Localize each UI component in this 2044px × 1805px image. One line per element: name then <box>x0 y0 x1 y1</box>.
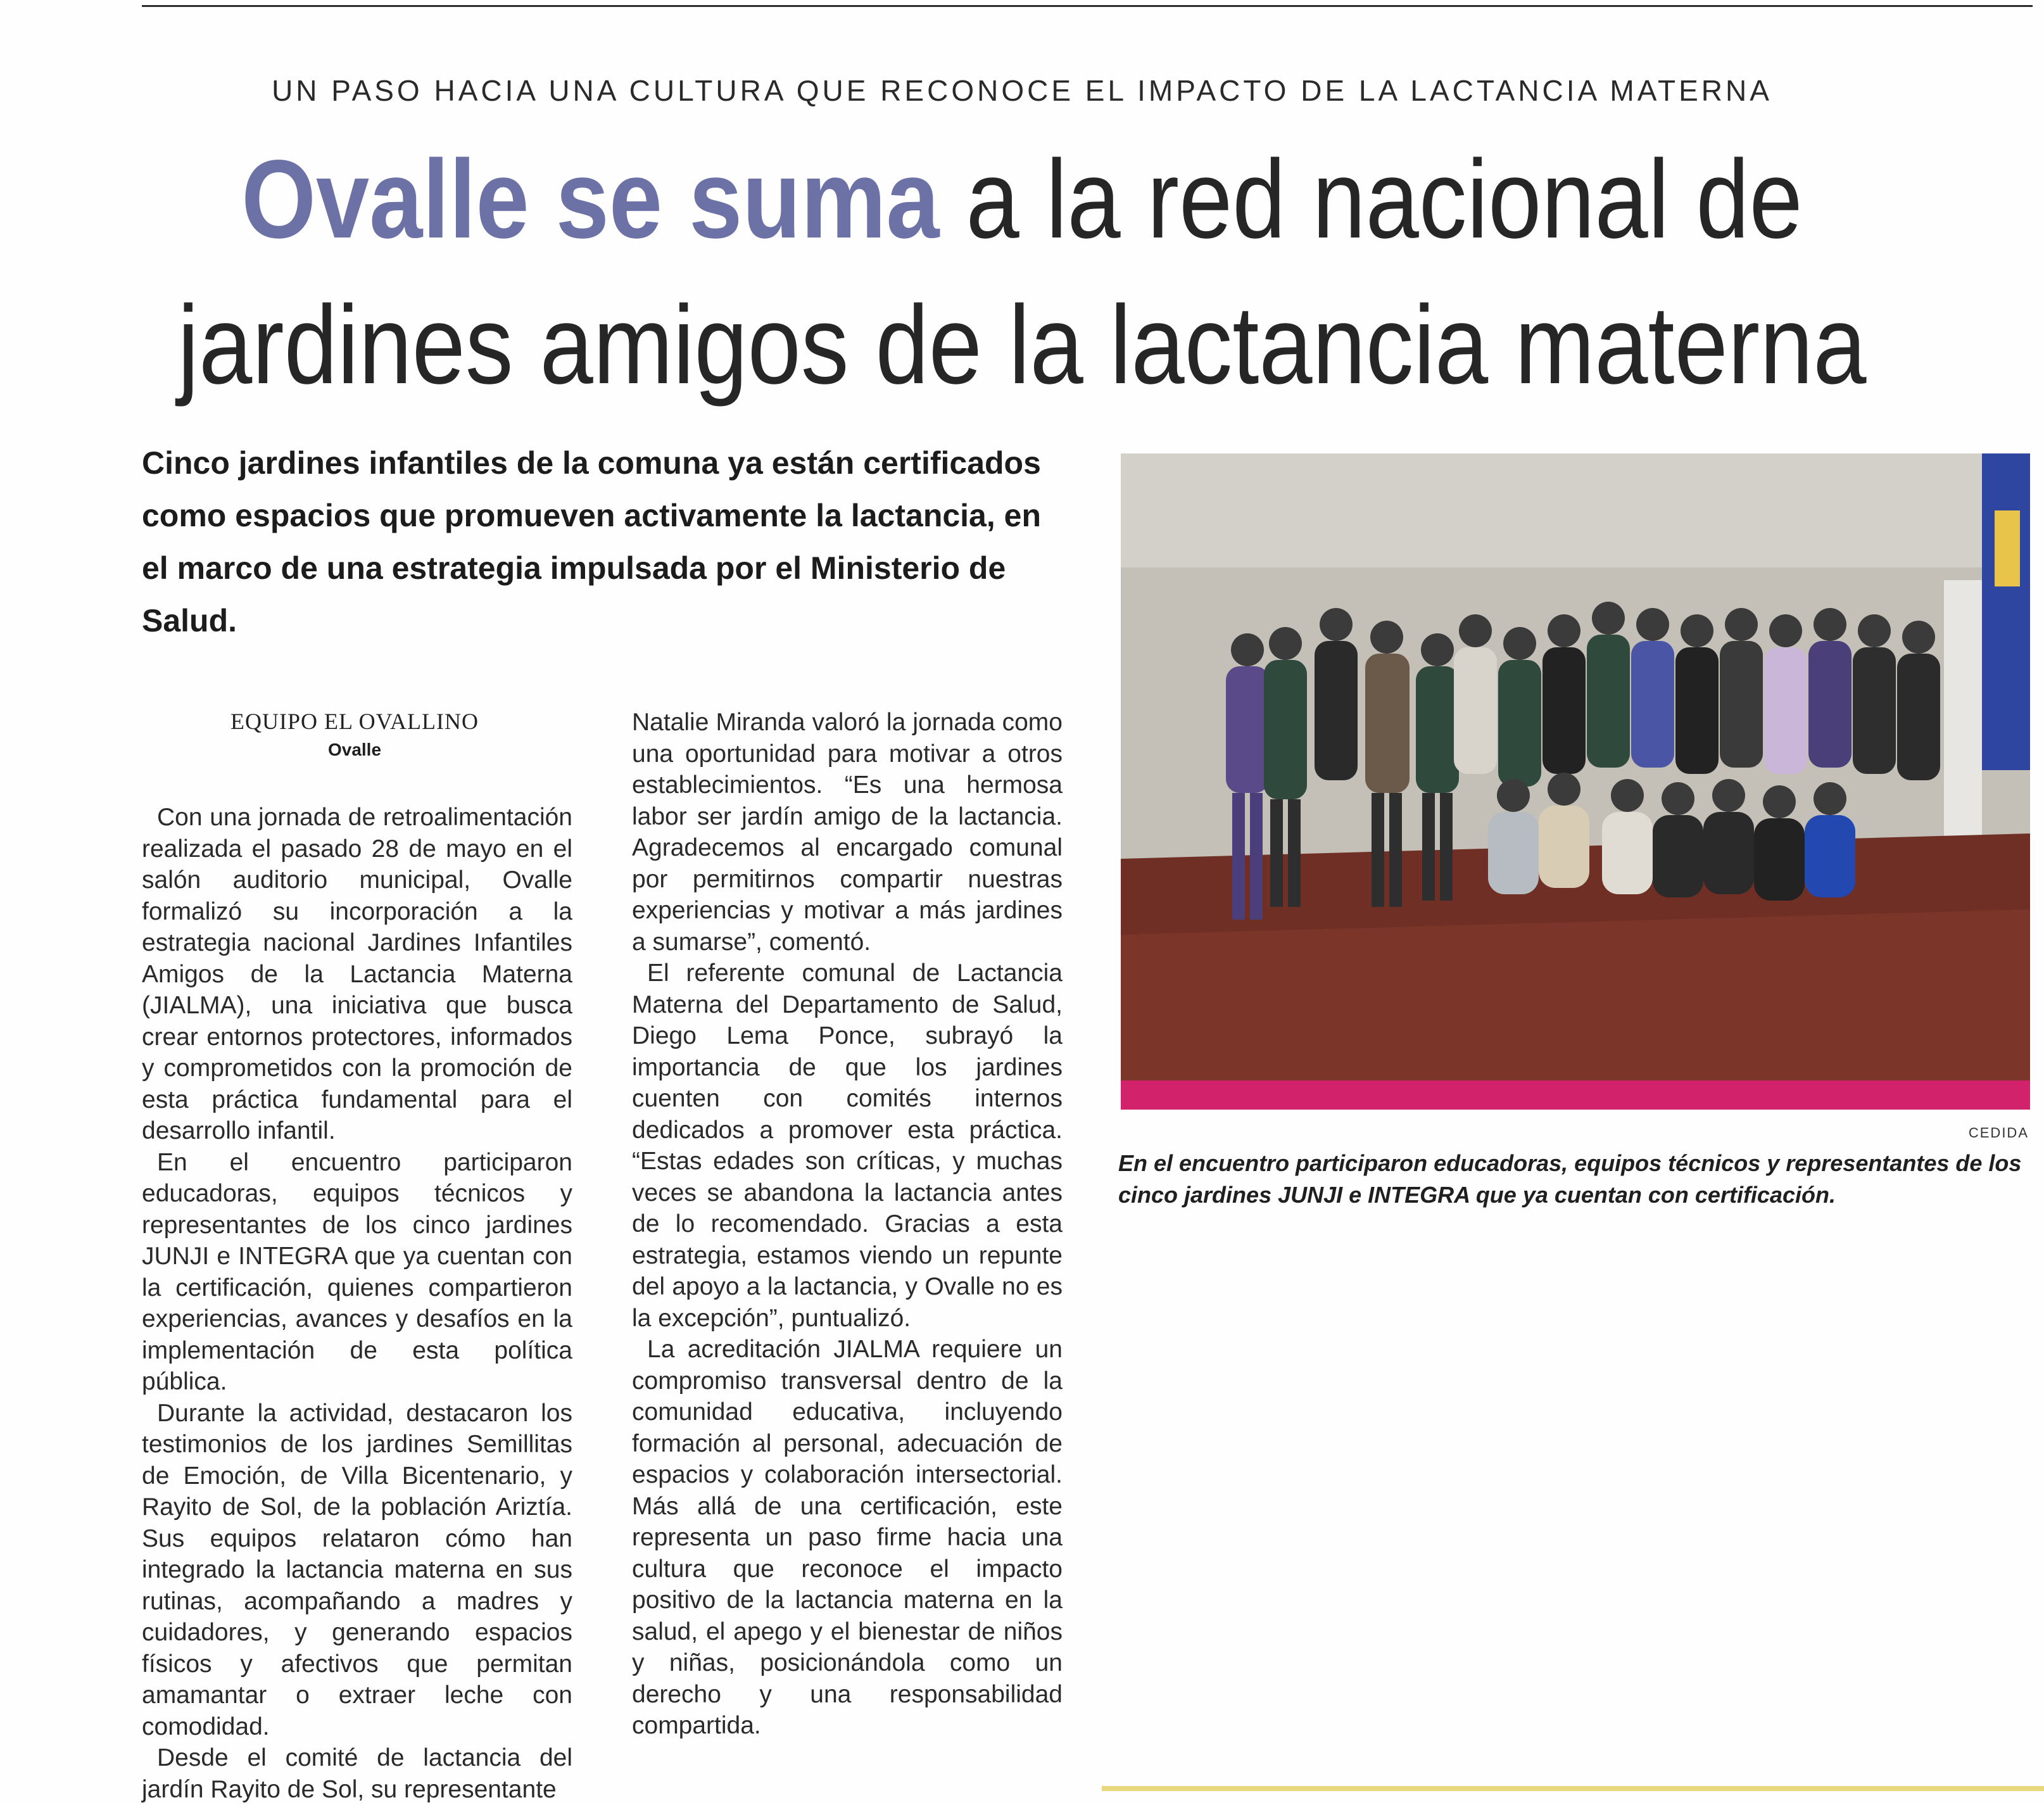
group-photo <box>1121 453 2030 1110</box>
headline-line-2: jardines amigos de la lactancia materna <box>177 283 1867 407</box>
body-column-2 <box>632 707 1063 1742</box>
paragraph: Durante la actividad, destacaron los testimonios de los jardines Semillitas de Emoción, de Villa Bicentenario, y Rayito de Sol, de la población Ariztía. Sus equipos relataron cómo han integrado la lactancia materna en sus rutinas, acompañando a madres y cuidadores, y generando espacios físicos y afectivos que permitan amamantar o extraer leche con comodidad. <box>142 1399 572 1740</box>
kicker: UN PASO HACIA UNA CULTURA QUE RECONOCE EL IMPACTO DE LA LACTANCIA MATERNA <box>272 74 1772 107</box>
top-rule <box>142 5 2033 7</box>
paragraph: Desde el comité de lactancia del jardín Rayito de Sol, su representante <box>142 1744 572 1803</box>
byline-place: Ovalle <box>327 740 382 759</box>
paragraph: La acreditación JIALMA requiere un compromiso transversal dentro de la comunidad educativa, incluyendo formación al personal, adecuación de espacios y colaboración intersectorial. Más allá de una certificación, este representa un paso firme hacia una cultura que reconoce el impacto positivo de la lactancia materna en la salud, el apego y el bienestar de niños y niñas, posicionándola como un derecho y una responsabilidad compartida. <box>632 1336 1063 1739</box>
headline-rest: a la red nacional de <box>939 137 1803 262</box>
photo-credit: CEDIDA <box>1968 1125 2029 1141</box>
byline <box>228 708 481 760</box>
headline-line-1 <box>143 127 1901 272</box>
byline-author: EQUIPO EL OVALLINO <box>230 709 479 734</box>
paragraph: Natalie Miranda valoró la jornada como una oportunidad para motivar a otros establecimientos. “Es una hermosa labor ser jardín amigo de la lactancia. Agradecemos al encargado comunal por permitirnos compartir nuestras experiencias y motivar a más jardines a sumarse”, comentó. <box>632 709 1063 956</box>
group-photo-illustration <box>1121 453 2030 1110</box>
body-column-1 <box>142 802 572 1805</box>
headline-accent: Ovalle se suma <box>241 137 940 262</box>
paragraph: El referente comunal de Lactancia Materna del Departamento de Salud, Diego Lema Ponce, subrayó la importancia de que los jardines cuenten con comités internos dedicados a promover esta práctica. “Estas edades son críticas, y muchas veces se abandona la lactancia antes de lo recomendado. Gracias a esta estrategia, estamos viendo un repunte del apoyo a la lactancia, y Ovalle no es la excepción”, puntualizó. <box>632 960 1063 1332</box>
bottom-strip <box>1102 1786 2044 1791</box>
photo-caption: En el encuentro participaron educadoras, equipos técnicos y representantes de los cinco jardines JUNJI e INTEGRA que ya cuentan con certificación. <box>1118 1150 2022 1208</box>
headline <box>143 127 1901 418</box>
deck: Cinco jardines infantiles de la comuna ya están certificados como espacios que promueven activamente la lactancia, en el marco de una estrategia impulsada por el Ministerio de Salud. <box>142 445 1041 638</box>
paragraph: En el encuentro participaron educadoras, equipos técnicos y representantes de los cinco jardines JUNJI e INTEGRA que ya cuentan con la certificación, quienes compartieron experiencias, avances y desafíos en la implementación de esta política pública. <box>142 1148 572 1395</box>
paragraph: Con una jornada de retroalimentación realizada el pasado 28 de mayo en el salón auditorio municipal, Ovalle formalizó su incorporación a la estrategia nacional Jardines Infantiles Amigos de la Lactancia Materna (JIALMA), una iniciativa que busca crear entornos protectores, informados y comprometidos con la promoción de esta práctica fundamental para el desarrollo infantil. <box>142 804 572 1144</box>
